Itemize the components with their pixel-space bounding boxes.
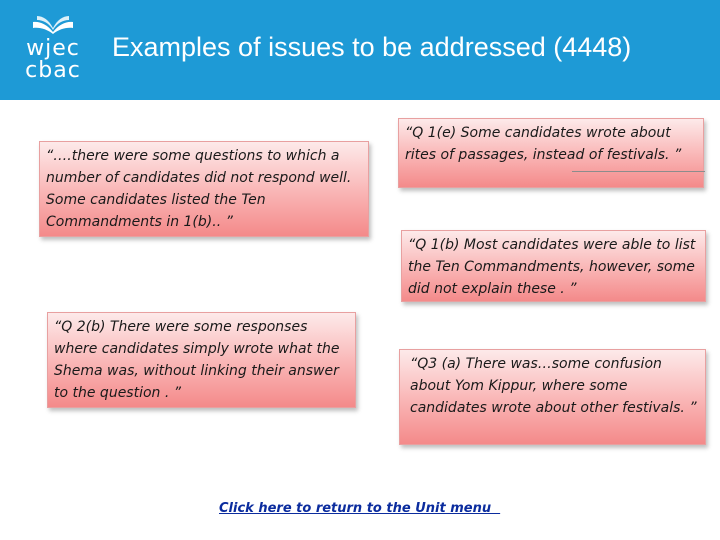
quote-box-q3a: “Q3 (a) There was…some confusion about Yom Kippur, where some candidates wrote about other festivals. ” (399, 349, 706, 445)
book-icon (30, 14, 76, 36)
quote-box-q1e: “Q 1(e) Some candidates wrote about rites of passages, instead of festivals. ” (398, 118, 704, 188)
logo-text-cbac: cbac (25, 58, 81, 83)
return-to-unit-menu-link[interactable]: Click here to return to the Unit menu (219, 501, 501, 516)
page-title: Examples of issues to be addressed (4448) (112, 32, 632, 62)
wjec-cbac-logo (20, 14, 86, 84)
title-bar (0, 0, 720, 100)
quote-box-q1b: “Q 1(b) Most candidates were able to list the Ten Commandments, however, some did not explain these . ” (401, 230, 706, 302)
divider-line (572, 171, 705, 172)
quote-box-q2b: “Q 2(b) There were some responses where candidates simply wrote what the Shema was, without linking their answer to the question . ” (47, 312, 356, 408)
quote-box-missing-responses: “….there were some questions to which a number of candidates did not respond well. Some candidates listed the Ten Commandments in 1(b).. ” (39, 141, 369, 237)
logo-text-wjec: wjec (26, 36, 80, 61)
